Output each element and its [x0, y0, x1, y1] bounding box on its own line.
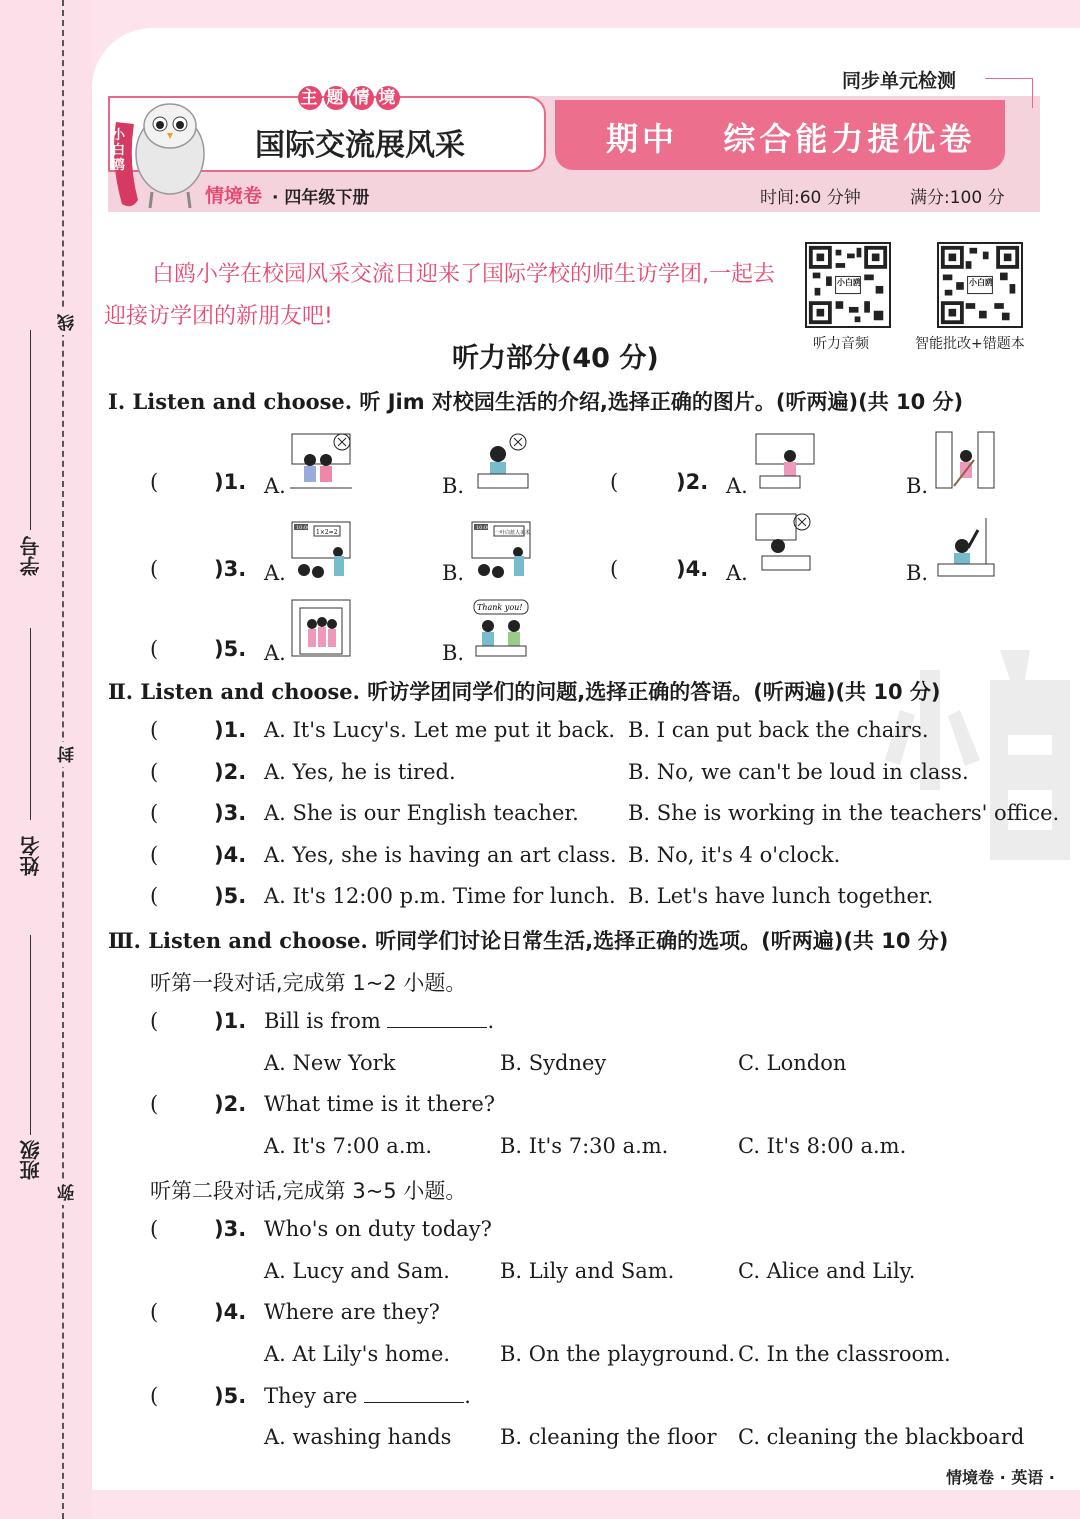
question-text: Who's on duty today?	[264, 1217, 492, 1241]
option-b[interactable]: B. Sydney	[500, 1051, 607, 1075]
mascot-name: 小白鸥	[112, 128, 126, 173]
question-number: )2.	[214, 760, 247, 784]
answer-blank[interactable]: (	[150, 1009, 159, 1033]
option-b[interactable]: B. cleaning the floor	[500, 1425, 717, 1449]
class-blank-line	[30, 935, 31, 1135]
option-label: A.	[726, 561, 748, 585]
series-name: 情境卷	[205, 185, 263, 207]
question-number: )4.	[214, 843, 247, 867]
answer-blank[interactable]: (	[150, 1092, 159, 1116]
cut-mark-top: 线	[55, 310, 80, 335]
option-a[interactable]: A. At Lily's home.	[264, 1342, 451, 1366]
option-label: A.	[726, 474, 748, 498]
option-b[interactable]: B. Lily and Sam.	[500, 1259, 675, 1283]
id-label: 学号	[16, 536, 45, 576]
option-b[interactable]: B. Let's have lunch together.	[628, 884, 934, 908]
qr-logo-text-2: 小白鸥	[969, 278, 993, 287]
question-number: )5.	[214, 884, 247, 908]
answer-blank[interactable]: (	[150, 1384, 159, 1408]
question-text: Bill is from .	[264, 1009, 495, 1033]
option-a[interactable]: A. Lucy and Sam.	[264, 1259, 450, 1283]
svg-text:一叶白蓝人美术: 一叶白蓝人美术	[495, 530, 531, 536]
question-number: )3.	[214, 1217, 247, 1241]
option-label: A.	[264, 474, 286, 498]
dialog-2-instruction: 听第二段对话,完成第 3~5 小题。	[150, 1179, 467, 1203]
question-text: They are .	[264, 1384, 471, 1408]
part1-heading: Ⅰ. Listen and choose. 听 Jim 对校园生活的介绍,选择正确的图片。(听两遍)(共 10 分)	[108, 389, 964, 414]
question-number: )4.	[676, 557, 709, 581]
option-label: B.	[442, 641, 465, 665]
watermark-logo-icon	[880, 640, 1080, 870]
option-label: A.	[264, 561, 286, 585]
option-a[interactable]: A. It's Lucy's. Let me put it back.	[264, 718, 616, 742]
question-number: )3.	[214, 801, 247, 825]
answer-blank[interactable]: (	[150, 557, 159, 581]
picture-option-3a[interactable]	[290, 520, 352, 580]
picture-option-5a[interactable]	[290, 598, 352, 658]
option-a[interactable]: A. It's 7:00 a.m.	[264, 1134, 433, 1158]
option-a[interactable]: A. New York	[264, 1051, 396, 1075]
option-c[interactable]: C. It's 8:00 a.m.	[738, 1134, 907, 1158]
theme-tag: 主 题 情 境	[292, 86, 408, 112]
option-b[interactable]: B. It's 7:30 a.m.	[500, 1134, 669, 1158]
answer-blank[interactable]: (	[150, 843, 159, 867]
option-c[interactable]: C. cleaning the blackboard	[738, 1425, 1025, 1449]
answer-blank[interactable]: (	[150, 637, 159, 661]
name-blank-line	[30, 628, 31, 820]
question-number: )5.	[214, 1384, 247, 1408]
picture-option-4a[interactable]	[754, 512, 816, 572]
question-number: )2.	[214, 1092, 247, 1116]
picture-option-2a[interactable]	[754, 430, 816, 490]
fill-blank[interactable]	[364, 1385, 464, 1403]
question-text: Where are they?	[264, 1300, 440, 1324]
question-number: )2.	[676, 470, 709, 494]
section-title: 听力部分(40 分)	[452, 343, 659, 374]
option-b[interactable]: B. On the playground.	[500, 1342, 736, 1366]
page-footer: 情境卷 · 英语 ·	[946, 1468, 1055, 1487]
exam-score: 满分:100 分	[910, 188, 1005, 208]
option-label: B.	[442, 561, 465, 585]
answer-blank[interactable]: (	[610, 470, 619, 494]
question-number: )1.	[214, 470, 247, 494]
answer-blank[interactable]: (	[150, 1217, 159, 1241]
exam-banner-text: 期中 综合能力提优卷	[606, 120, 976, 158]
answer-blank[interactable]: (	[150, 1300, 159, 1324]
option-c[interactable]: C. Alice and Lily.	[738, 1259, 916, 1283]
option-c[interactable]: C. London	[738, 1051, 847, 1075]
svg-text:10:00: 10:00	[476, 525, 491, 531]
answer-blank[interactable]: (	[150, 801, 159, 825]
question-number: )3.	[214, 557, 247, 581]
name-label: 姓名	[16, 836, 45, 876]
option-b[interactable]: B. No, we can't be loud in class.	[628, 760, 969, 784]
option-label: B.	[442, 474, 465, 498]
question-number: )1.	[214, 1009, 247, 1033]
question-number: )5.	[214, 637, 247, 661]
part2-heading: Ⅱ. Listen and choose. 听访学团同学们的问题,选择正确的答语。(听两遍)(共 10 分)	[108, 679, 941, 704]
qr-label-audio: 听力音频	[813, 336, 869, 352]
class-label: 班级	[16, 1140, 45, 1180]
option-a[interactable]: A. She is our English teacher.	[264, 801, 579, 825]
svg-text:1×2=2: 1×2=2	[316, 529, 338, 536]
unit-title: 国际交流展风采	[255, 128, 465, 163]
picture-option-2b[interactable]	[934, 430, 996, 490]
picture-option-4b[interactable]	[934, 518, 996, 578]
answer-blank[interactable]: (	[150, 760, 159, 784]
fill-blank[interactable]	[387, 1010, 487, 1028]
cut-mark-mid: 封	[55, 742, 80, 767]
option-a[interactable]: A. Yes, she is having an art class.	[264, 843, 617, 867]
cut-mark-bottom: 弥	[55, 1180, 80, 1205]
answer-blank[interactable]: (	[150, 884, 159, 908]
answer-blank[interactable]: (	[610, 557, 619, 581]
option-a[interactable]: A. Yes, he is tired.	[264, 760, 456, 784]
picture-option-1b[interactable]	[470, 430, 532, 490]
svg-text:10:00: 10:00	[296, 525, 311, 531]
exam-time: 时间:60 分钟	[760, 188, 861, 208]
option-label: B.	[906, 561, 929, 585]
dialog-1-instruction: 听第一段对话,完成第 1~2 小题。	[150, 971, 467, 995]
option-label: B.	[906, 474, 929, 498]
svg-text:Thank you!: Thank you!	[477, 603, 523, 612]
option-c[interactable]: C. In the classroom.	[738, 1342, 951, 1366]
answer-blank[interactable]: (	[150, 470, 159, 494]
answer-blank[interactable]: (	[150, 718, 159, 742]
qr-label-grading: 智能批改+错题本	[915, 336, 1025, 352]
picture-option-1a[interactable]	[290, 430, 352, 490]
series-label: 同步单元检测	[842, 70, 957, 92]
part3-heading: Ⅲ. Listen and choose. 听同学们讨论日常生活,选择正确的选项。(听两遍)(共 10 分)	[108, 928, 949, 953]
option-a[interactable]: A. washing hands	[264, 1425, 452, 1449]
qr-logo-text: 小白鸥	[837, 278, 861, 287]
id-blank-line	[30, 330, 31, 530]
option-b[interactable]: B. I can put back the chairs.	[628, 718, 929, 742]
option-label: A.	[264, 641, 286, 665]
question-number: )1.	[214, 718, 247, 742]
picture-option-3b[interactable]	[470, 520, 532, 580]
scenario-intro: 白鸥小学在校园风采交流日迎来了国际学校的师生访学团,一起去迎接访学团的新朋友吧!	[104, 262, 775, 329]
question-text: What time is it there?	[264, 1092, 496, 1116]
picture-option-5b[interactable]	[470, 598, 532, 658]
option-a[interactable]: A. It's 12:00 p.m. Time for lunch.	[264, 884, 616, 908]
question-number: )4.	[214, 1300, 247, 1324]
option-b[interactable]: B. She is working in the teachers' office.	[628, 801, 1060, 825]
grade-label: · 四年级下册	[272, 188, 370, 208]
option-b[interactable]: B. No, it's 4 o'clock.	[628, 843, 841, 867]
